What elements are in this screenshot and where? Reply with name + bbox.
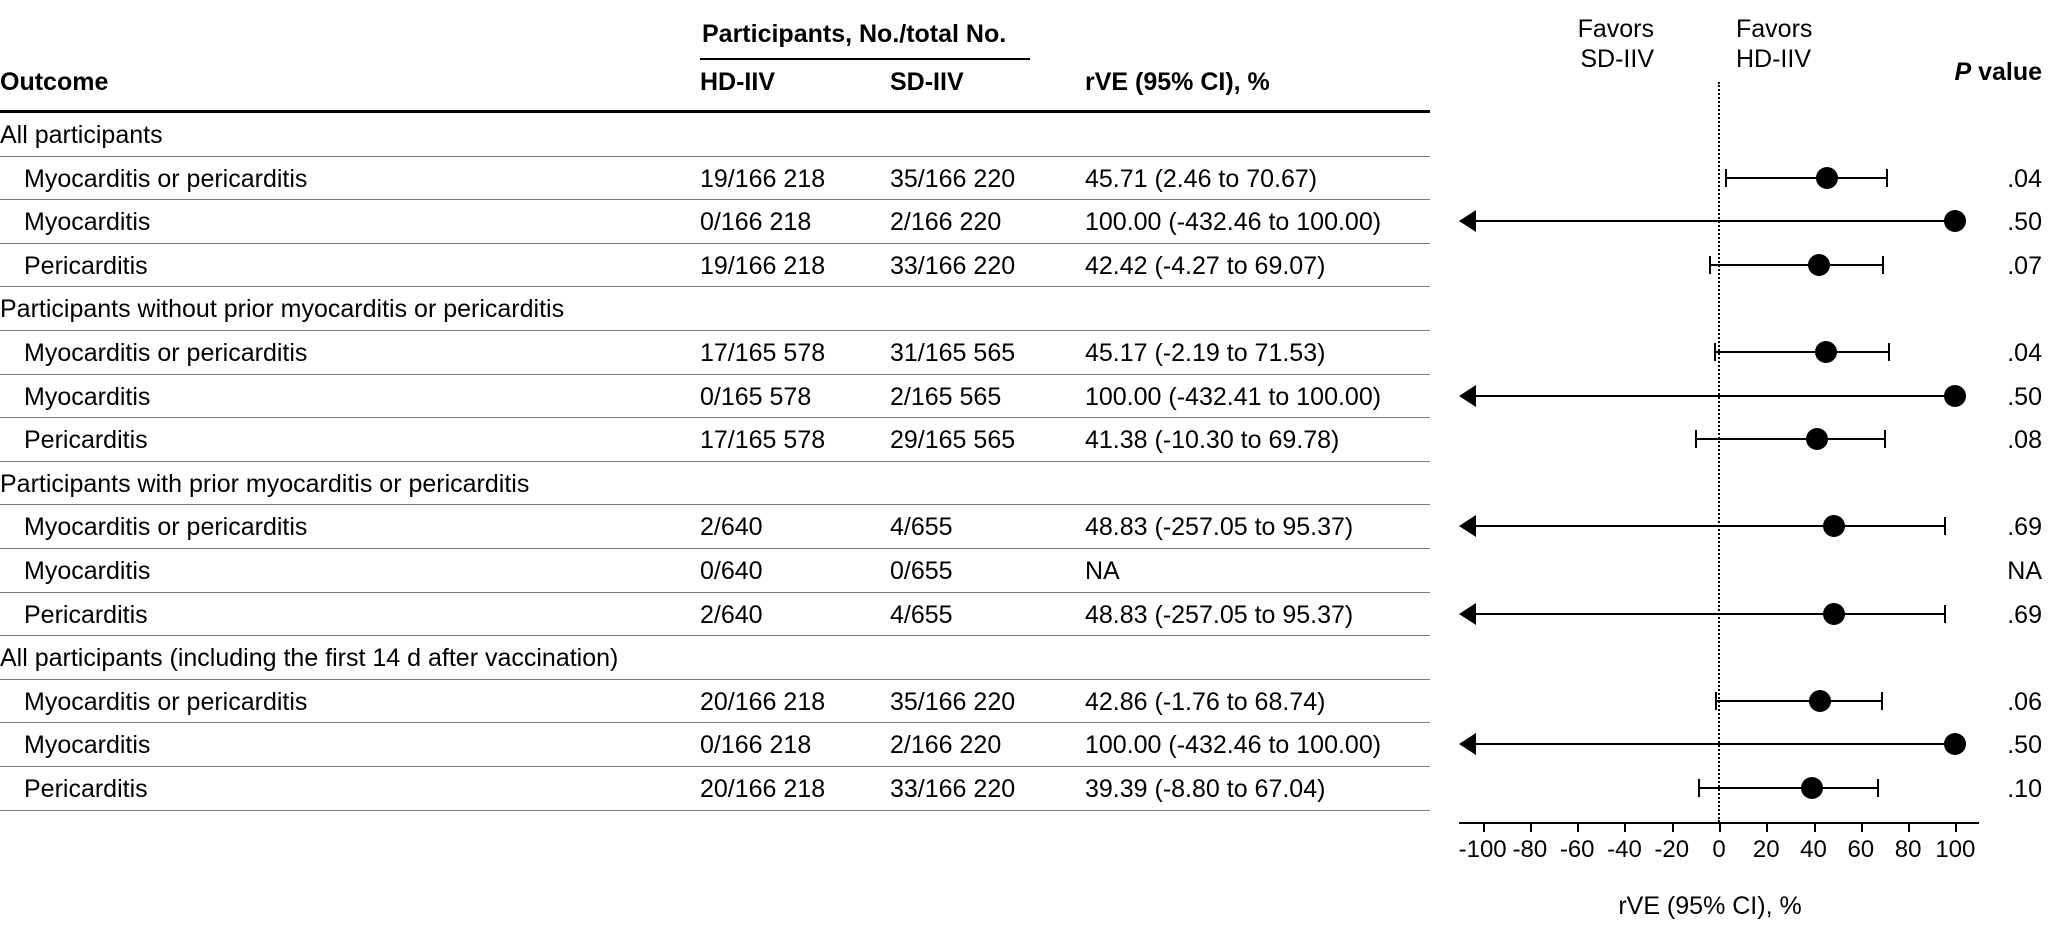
confidence-interval-line (1475, 613, 1944, 615)
cell-p-value: .04 (2007, 339, 2042, 367)
column-header-rve: rVE (95% CI), % (1085, 68, 1270, 96)
forest-row (1459, 767, 1979, 811)
x-axis-title: rVE (95% CI), % (1618, 892, 1802, 920)
cell-p-value: NA (2007, 557, 2042, 585)
cell-hd-iiv: 17/165 578 (700, 426, 826, 455)
column-header-outcome: Outcome (0, 68, 109, 96)
confidence-interval-line (1475, 525, 1944, 527)
x-axis-tick-label: 60 (1847, 836, 1875, 863)
cell-hd-iiv: 0/640 (700, 557, 763, 585)
table-row (0, 200, 1430, 244)
table-group-row (0, 462, 1430, 506)
ci-lower-cap (1715, 692, 1717, 710)
group-header-rule (700, 58, 1030, 60)
x-axis-tick-label: 40 (1800, 836, 1827, 863)
confidence-interval-line (1709, 264, 1882, 266)
cell-sd-iiv: 0/655 (890, 557, 953, 585)
cell-sd-iiv: 4/655 (890, 600, 953, 629)
cell-hd-iiv: 0/165 578 (700, 382, 812, 411)
point-estimate-marker (1801, 777, 1823, 799)
cell-hd-iiv: 0/166 218 (700, 731, 812, 760)
table-row (0, 418, 1430, 462)
ci-upper-cap (1944, 517, 1946, 535)
cell-hd-iiv: 17/165 578 (700, 339, 826, 367)
table-group-row (0, 113, 1430, 157)
x-axis-tick-label: -60 (1559, 836, 1595, 863)
ci-left-arrow-icon (1459, 603, 1476, 625)
cell-sd-iiv: 2/166 220 (890, 731, 1002, 760)
confidence-interval-line (1475, 743, 1955, 745)
cell-rve: 45.71 (2.46 to 70.67) (1085, 164, 1318, 193)
confidence-interval-line (1475, 220, 1955, 222)
ci-upper-cap (1882, 256, 1884, 274)
cell-sd-iiv: 2/165 565 (890, 382, 1002, 411)
cell-outcome: Myocarditis or pericarditis (24, 339, 308, 367)
x-axis-tick (1719, 822, 1721, 832)
table-row (0, 505, 1430, 549)
cell-hd-iiv: 19/166 218 (700, 251, 826, 280)
confidence-interval-line (1698, 787, 1877, 789)
ci-lower-cap (1695, 430, 1697, 448)
table-row (0, 680, 1430, 724)
ci-upper-cap (1881, 692, 1883, 710)
cell-rve: 100.00 (-432.46 to 100.00) (1085, 731, 1382, 760)
cell-p-value: .07 (2007, 251, 2042, 280)
point-estimate-marker (1823, 603, 1845, 625)
cell-outcome: All participants (including the first 14 d after vaccination) (0, 644, 619, 673)
cell-outcome: Myocarditis or pericarditis (24, 513, 308, 542)
favors-right-line1: Favors (1736, 15, 1813, 43)
x-axis-tick (1955, 822, 1957, 832)
point-estimate-marker (1944, 210, 1966, 232)
table-row (0, 723, 1430, 767)
cell-hd-iiv: 2/640 (700, 513, 763, 542)
ci-lower-cap (1725, 169, 1727, 187)
cell-outcome: Pericarditis (24, 600, 148, 629)
cell-outcome: Participants with prior myocarditis or pericarditis (0, 469, 530, 498)
x-axis (1458, 822, 1979, 863)
cell-p-value: .04 (2007, 164, 2042, 193)
point-estimate-marker (1808, 254, 1830, 276)
ci-left-arrow-icon (1459, 733, 1476, 755)
cell-hd-iiv: 0/166 218 (700, 208, 812, 237)
cell-p-value: .10 (2007, 775, 2042, 803)
cell-rve: 42.86 (-1.76 to 68.74) (1085, 687, 1326, 716)
cell-hd-iiv: 20/166 218 (700, 775, 826, 803)
table-row (0, 375, 1430, 419)
cell-rve: 48.83 (-257.05 to 95.37) (1085, 600, 1354, 629)
cell-rve: 42.42 (-4.27 to 69.07) (1085, 251, 1326, 280)
cell-hd-iiv: 2/640 (700, 600, 763, 629)
cell-outcome: Participants without prior myocarditis or pericarditis (0, 295, 565, 324)
favors-right-line2: HD-IIV (1736, 45, 1811, 73)
favors-sd-iiv-label (1578, 14, 1654, 74)
x-axis-tick (1861, 822, 1863, 832)
cell-sd-iiv: 35/166 220 (890, 687, 1016, 716)
x-axis-tick (1483, 822, 1485, 832)
table-row (0, 331, 1430, 375)
cell-outcome: Myocarditis or pericarditis (24, 164, 308, 193)
table-row (0, 549, 1430, 593)
forest-row (1459, 418, 1979, 462)
table-group-row (0, 636, 1430, 680)
forest-row (1459, 157, 1979, 201)
confidence-interval-line (1475, 395, 1955, 397)
cell-outcome: Myocarditis (24, 557, 151, 585)
ci-lower-cap (1709, 256, 1711, 274)
x-axis-tick-label: -20 (1654, 836, 1690, 863)
ci-lower-cap (1714, 343, 1716, 361)
table-row-divider (0, 810, 1430, 811)
cell-p-value: .69 (2007, 600, 2042, 629)
x-axis-tick-label: 80 (1894, 836, 1922, 863)
point-estimate-marker (1816, 167, 1838, 189)
point-estimate-marker (1815, 341, 1837, 363)
point-estimate-marker (1806, 428, 1828, 450)
cell-outcome: Myocarditis (24, 731, 151, 760)
favors-left-line1: Favors (1577, 15, 1654, 43)
x-axis-tick-label: 0 (1712, 836, 1726, 863)
table-group-row (0, 287, 1430, 331)
cell-sd-iiv: 31/165 565 (890, 339, 1016, 367)
x-axis-tick (1577, 822, 1579, 832)
point-estimate-marker (1944, 733, 1966, 755)
x-axis-tick-label: -100 (1458, 836, 1507, 863)
table-row (0, 593, 1430, 637)
column-header-sd-iiv: SD-IIV (890, 68, 964, 96)
x-axis-tick (1624, 822, 1626, 832)
ci-upper-cap (1944, 605, 1946, 623)
forest-row (1459, 244, 1979, 288)
x-axis-tick (1908, 822, 1910, 832)
cell-sd-iiv: 2/166 220 (890, 208, 1002, 237)
forest-row (1459, 200, 1979, 244)
confidence-interval-line (1714, 351, 1888, 353)
forest-plot-panel (1430, 0, 1976, 951)
cell-sd-iiv: 33/166 220 (890, 775, 1016, 803)
point-estimate-marker (1944, 385, 1966, 407)
forest-row (1459, 723, 1979, 767)
cell-outcome: Pericarditis (24, 251, 148, 280)
cell-p-value: .69 (2007, 513, 2042, 542)
table-row (0, 157, 1430, 201)
cell-outcome: Myocarditis (24, 208, 151, 237)
ci-upper-cap (1877, 779, 1879, 797)
cell-p-value: .08 (2007, 426, 2042, 455)
point-estimate-marker (1823, 515, 1845, 537)
x-axis-tick-label: 100 (1935, 836, 1976, 863)
x-axis-tick-label: 20 (1752, 836, 1780, 863)
cell-rve: 100.00 (-432.46 to 100.00) (1085, 208, 1382, 237)
cell-rve: 39.39 (-8.80 to 67.04) (1085, 775, 1326, 803)
ci-left-arrow-icon (1459, 515, 1476, 537)
column-header-pvalue: P value (1954, 58, 2042, 86)
favors-hd-iiv-label (1736, 14, 1812, 74)
confidence-interval-line (1725, 177, 1886, 179)
ci-lower-cap (1698, 779, 1700, 797)
cell-hd-iiv: 19/166 218 (700, 164, 826, 193)
x-axis-tick (1672, 822, 1674, 832)
cell-rve: 45.17 (-2.19 to 71.53) (1085, 339, 1326, 367)
table-row (0, 244, 1430, 288)
cell-sd-iiv: 35/166 220 (890, 164, 1016, 193)
confidence-interval-line (1715, 700, 1882, 702)
forest-row (1459, 331, 1979, 375)
cell-outcome: Myocarditis or pericarditis (24, 687, 308, 716)
forest-row (1459, 375, 1979, 419)
participants-group-header: Participants, No./total No. (702, 20, 1007, 48)
x-axis-tick (1766, 822, 1768, 832)
favors-left-line2: SD-IIV (1580, 45, 1654, 73)
cell-p-value: .50 (2007, 382, 2042, 411)
forest-row (1459, 680, 1979, 724)
ci-upper-cap (1886, 169, 1888, 187)
cell-outcome: Pericarditis (24, 775, 148, 803)
ci-left-arrow-icon (1459, 210, 1476, 232)
point-estimate-marker (1809, 690, 1831, 712)
x-axis-tick-label: -80 (1512, 836, 1548, 863)
cell-sd-iiv: 33/166 220 (890, 251, 1016, 280)
ci-left-arrow-icon (1459, 385, 1476, 407)
cell-rve: 41.38 (-10.30 to 69.78) (1085, 426, 1340, 455)
cell-outcome: Myocarditis (24, 382, 151, 411)
ci-upper-cap (1884, 430, 1886, 448)
cell-outcome: All participants (0, 121, 163, 149)
x-axis-tick-label: -40 (1607, 836, 1642, 863)
x-axis-tick (1814, 822, 1816, 832)
cell-p-value: .50 (2007, 731, 2042, 760)
cell-sd-iiv: 29/165 565 (890, 426, 1016, 455)
cell-p-value: .50 (2007, 208, 2042, 237)
x-axis-tick (1530, 822, 1532, 832)
cell-hd-iiv: 20/166 218 (700, 687, 826, 716)
forest-row (1459, 593, 1979, 637)
confidence-interval-line (1695, 438, 1884, 440)
cell-outcome: Pericarditis (24, 426, 148, 455)
cell-rve: 100.00 (-432.41 to 100.00) (1085, 382, 1382, 411)
cell-p-value: .06 (2007, 687, 2042, 716)
cell-rve: 48.83 (-257.05 to 95.37) (1085, 513, 1354, 542)
cell-sd-iiv: 4/655 (890, 513, 953, 542)
column-header-hd-iiv: HD-IIV (700, 68, 775, 96)
ci-upper-cap (1888, 343, 1890, 361)
table-row (0, 767, 1430, 811)
cell-rve: NA (1085, 557, 1120, 585)
forest-row (1459, 505, 1979, 549)
